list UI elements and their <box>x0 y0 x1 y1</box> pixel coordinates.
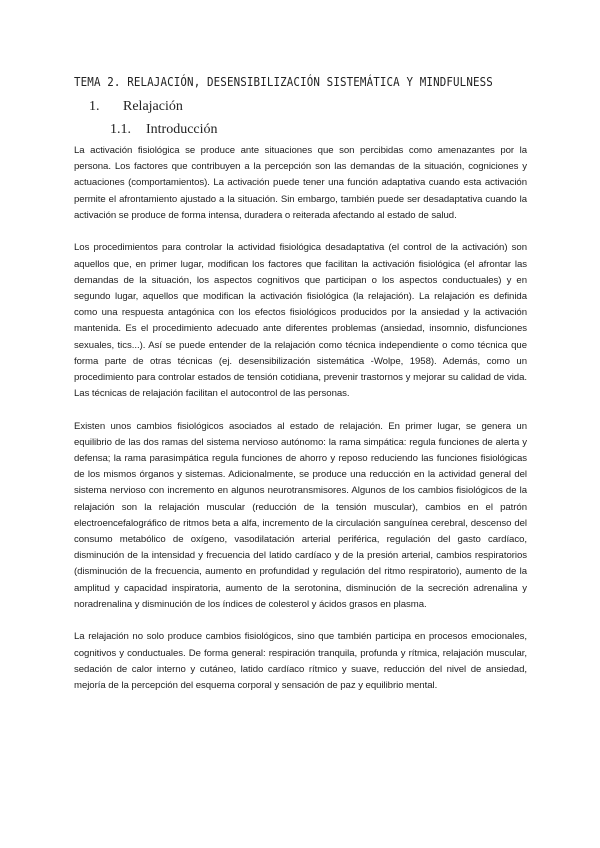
section-heading <box>89 99 183 115</box>
section-label: Relajación <box>123 99 183 114</box>
section-number: 1. <box>89 99 100 114</box>
subsection-number: 1.1. <box>110 122 131 137</box>
paragraph-procedimientos: Los procedimientos para controlar la actividad fisiológica desadaptativa (el control de la activación) son aquellos que, en primer lugar, modifican los factores que facilitan la activación fisiológica (el afrontar las demandas de la situación, los aspectos cognitivos que participan o los aspectos conductuales) y en segundo lugar, aquellos que modifican la activación fisiológica (la relajación). La relajación es definida como una respuesta antagónica con los efectos fisiológicos producidos por la ansiedad y la activación mantenida. Es el procedimiento adecuado ante diferentes problemas (ansiedad, insomnio, disfunciones sexuales, tics...). Así se puede entender de la relajación como técnica independiente o como técnica que forma parte de otras técnicas (ej. desensibilización sistemática -Wolpe, 1958). Además, como un procedimiento para controlar estados de tensión cotidiana, prevenir trastornos y mejorar su calidad de vida. Las técnicas de relajación facilitan el autocontrol de las personas. <box>74 242 527 400</box>
subsection-heading <box>110 122 218 138</box>
paragraph-activacion: La activación fisiológica se produce ante situaciones que son percibidas como amenazantes por la persona. Los factores que contribuyen a la percepción son las demandas de la situación, cogniciones y actuaciones (comportamientos). La activación puede tener una función adaptativa cuando esta activación permite el afrontamiento ajustado a la situación. Sin embargo, también puede ser desadaptativa cuando la activación se produce de forma intensa, duradera o reiterada afectando al estado de salud. <box>74 145 527 221</box>
document-body <box>74 143 527 710</box>
paragraph-cambios-fisiologicos: Existen unos cambios fisiológicos asociados al estado de relajación. En primer lugar, se genera un equilibrio de las dos ramas del sistema nervioso autónomo: la rama simpática: regula funciones de alerta y defensa; la rama parasimpática regula funciones de ahorro y reposo reduciendo las funciones fisiológicas de los mismos órganos y sistemas. Adicionalmente, se produce una reducción en la actividad general del sistema nervioso con incremento en algunos neurotransmisores. Algunos de los cambios fisiológicos de la relajación son la relajación muscular (reducción de la tensión muscular), cambios en el patrón electroencefalográfico de ritmos beta a alfa, incremento de la circulación sanguínea cerebral, descenso del consumo metabólico de oxígeno, vasodilatación arterial periférica, regulación del gasto cardíaco, disminución de la intensidad y frecuencia del latido cardíaco y de la presión arterial, cambios respiratorios (disminución de la frecuencia, aumento en profundidad y regulación del ritmo respiratorio), aumento de la amplitud y capacidad inspiratoria, aumento de la serotonina, disminución de la secreción adrenalina y noradrenalina y disminución de los índices de colesterol y ácidos grasos en plasma. <box>74 420 527 610</box>
document-title: TEMA 2. RELAJACIÓN, DESENSIBILIZACIÓN SISTEMÁTICA Y MINDFULNESS <box>74 74 493 89</box>
subsection-label: Introducción <box>146 122 218 137</box>
paragraph-procesos: La relajación no solo produce cambios fisiológicos, sino que también participa en procesos emocionales, cognitivos y conductuales. De forma general: respiración tranquila, profunda y rítmica, relajación muscular, sedación de calor interno y cutáneo, latido cardíaco rítmico y suave, reducción del nivel de ansiedad, mejoría de la percepción del esquema corporal y sensación de paz y equilibrio mental. <box>74 631 527 691</box>
